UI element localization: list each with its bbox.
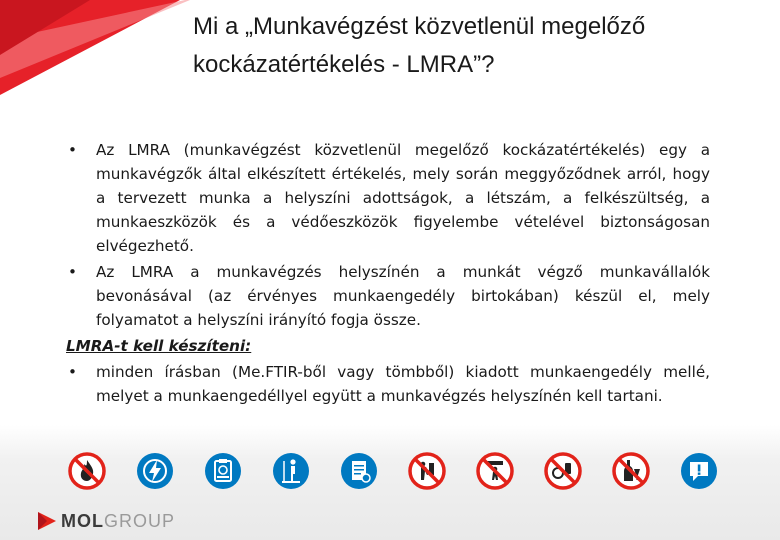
logo-mark-icon (36, 510, 58, 532)
corner-decoration (0, 0, 190, 100)
logo-text-group: GROUP (104, 511, 176, 531)
subheading: LMRA-t kell készíteni: (66, 337, 252, 355)
title-line-1: Mi a „Munkavégzést közvetlenül megelőző (193, 13, 646, 40)
no-alcohol-icon (612, 452, 650, 490)
bullet-text: Az LMRA a munkavégzés helyszínén a munkát végző munkavállalók bevonásával (az érvényes munkaengedély birtokában) készül el, mely folyamatot a helyszíni irányító fogja össze. (96, 263, 710, 329)
slide-title (193, 8, 773, 84)
bullet-dot: • (68, 363, 77, 381)
company-logo (36, 510, 175, 532)
no-fire-icon (68, 452, 106, 490)
electric-hazard-icon (136, 452, 174, 490)
no-bypass-safety-icon (408, 452, 446, 490)
no-phone-while-driving-icon (544, 452, 582, 490)
bullet-text: Az LMRA (munkavégzést közvetlenül megelőző kockázatértékelés) egy a munkavégzők által elkészített értékelés, mely során meggyőződnek arról, hogy a tervezett munka a helyszíni adottságok, a létszám, a felkészültség, a munkaeszközök és a védőeszközök figyelembe vételével biztonságosan elvégezhető. (96, 141, 710, 255)
procedure-document-icon (340, 452, 378, 490)
bullet-text: minden írásban (Me.FTIR-ből vagy tömbből) kiadott munkaengedély mellé, melyet a munkaengedéllyel együtt a munkavégzés helyszínén kell tartani. (96, 363, 710, 405)
working-at-height-icon (272, 452, 310, 490)
bullet-item (66, 360, 710, 408)
bullet-dot: • (68, 263, 77, 281)
safety-icon-row (68, 452, 718, 492)
bullet-item (66, 260, 710, 332)
work-permit-icon (204, 452, 242, 490)
bullet-dot: • (68, 141, 77, 159)
title-line-2: kockázatértékelés - LMRA”? (193, 51, 495, 78)
no-walking-under-load-icon (476, 452, 514, 490)
logo-text-mol: MOL (61, 511, 104, 531)
bullet-item (66, 138, 710, 258)
slide-body (66, 138, 710, 410)
speak-up-icon (680, 452, 718, 490)
